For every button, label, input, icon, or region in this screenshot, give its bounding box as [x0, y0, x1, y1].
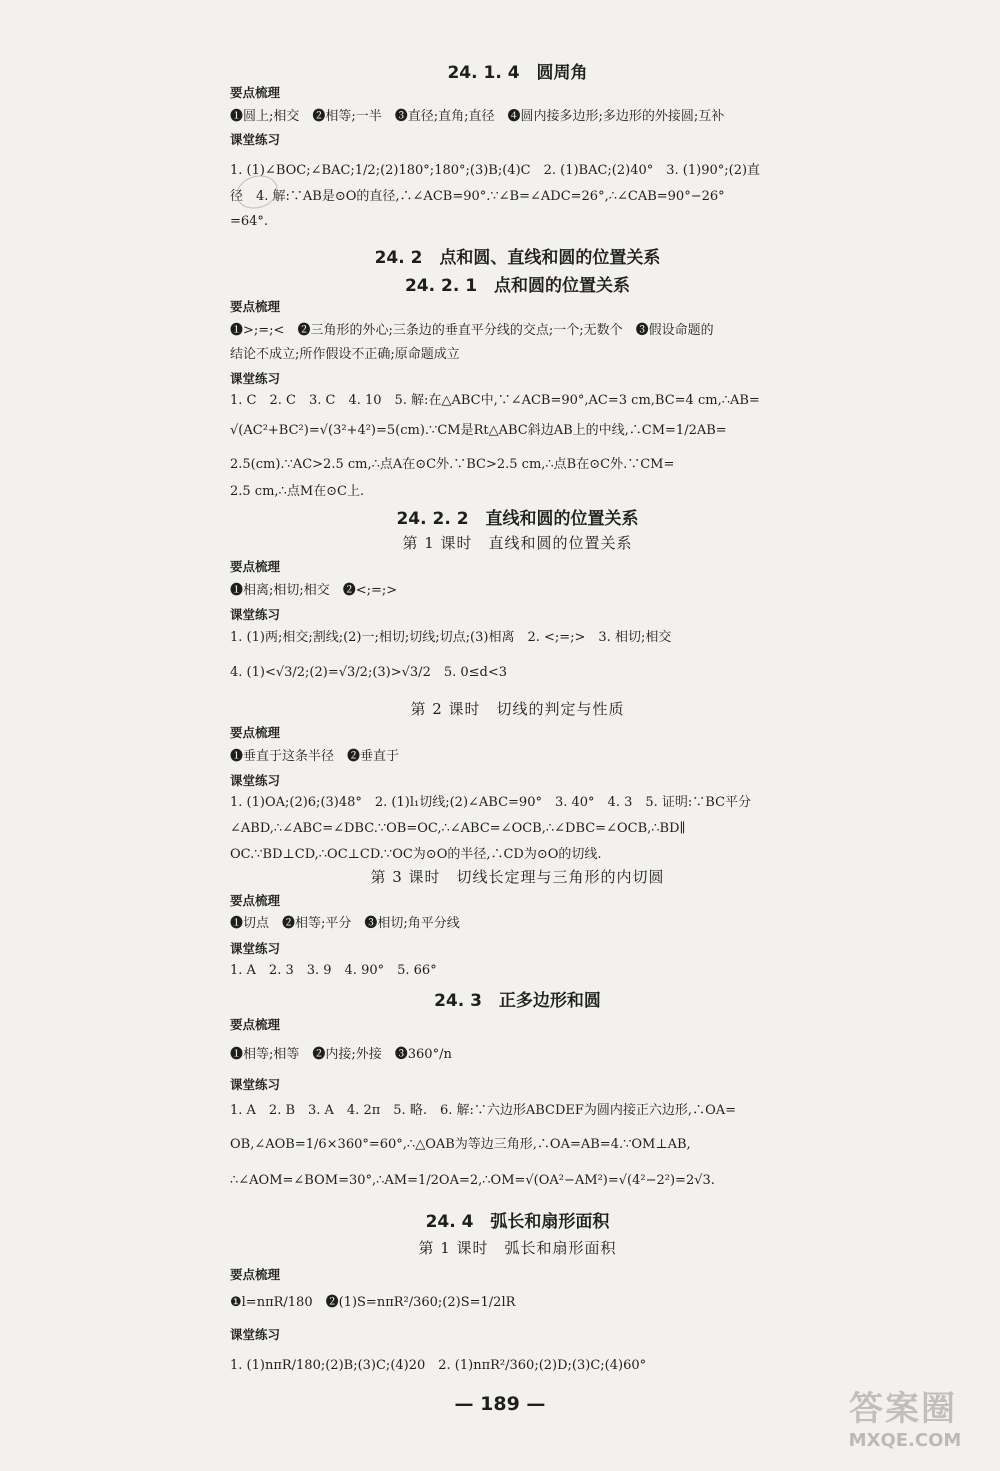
answer-line: 径 4. 解:∵AB是⊙O的直径,∴∠ACB=90°.∵∠B=∠ADC=26°,∴∠CAB=90°−26°: [230, 189, 725, 204]
answer-line: 4. (1)<√3/2;(2)=√3/2;(3)>√3/2 5. 0≤d<3: [230, 665, 508, 680]
page-number: — 189 —: [454, 1393, 546, 1415]
section-heading: 24. 2 点和圆、直线和圆的位置关系: [374, 248, 661, 268]
section-heading: 24. 4 弧长和扇形面积: [425, 1212, 610, 1232]
answer-line: =64°.: [230, 214, 269, 229]
section-label: 要点梳理: [230, 299, 281, 314]
answer-line: √(AC²+BC²)=√(3²+4²)=5(cm).∵CM是Rt△ABC斜边AB上的中线,∴CM=1/2AB=: [230, 423, 727, 438]
answer-line: ❶垂直于这条半径 ❷垂直于: [230, 749, 400, 764]
answer-line: ❶>;=;< ❷三角形的外心;三条边的垂直平分线的交点;一个;无数个 ❸假设命题的: [230, 323, 714, 338]
answer-line: 1. C 2. C 3. C 4. 10 5. 解:在△ABC中,∵∠ACB=90°,AC=3 cm,BC=4 cm,∴AB=: [230, 393, 760, 408]
answer-line: 1. A 2. B 3. A 4. 2π 5. 略. 6. 解:∵六边形ABCDEF为圆内接正六边形,∴OA=: [230, 1103, 737, 1118]
answer-line: 2.5 cm,∴点M在⊙C上.: [230, 484, 365, 499]
watermark-logo: 答案圈: [849, 1388, 957, 1429]
answer-line: 1. (1)OA;(2)6;(3)48° 2. (1)l₁切线;(2)∠ABC=90° 3. 40° 4. 3 5. 证明:∵BC平分: [230, 795, 752, 810]
answer-line: 1. (1)两;相交;割线;(2)一;相切;切线;切点;(3)相离 2. <;=;> 3. 相切;相交: [230, 630, 672, 645]
answer-line: ❶切点 ❷相等;平分 ❸相切;角平分线: [230, 916, 460, 931]
answer-line: 1. (1)nπR/180;(2)B;(3)C;(4)20 2. (1)nπR²/360;(2)D;(3)C;(4)60°: [230, 1358, 647, 1373]
answer-line: ❶相等;相等 ❷内接;外接 ❸360°/n: [230, 1047, 452, 1062]
answer-line: ∴∠AOM=∠BOM=30°,∴AM=1/2OA=2,∴OM=√(OA²−AM²)=√(4²−2²)=2√3.: [230, 1173, 715, 1188]
answer-line: ∠ABD,∴∠ABC=∠DBC.∵OB=OC,∴∠ABC=∠OCB,∴∠DBC=∠OCB,∴BD∥: [230, 821, 686, 836]
section-label: 课堂练习: [230, 607, 281, 622]
section-label: 要点梳理: [230, 725, 281, 740]
section-heading: 24. 1. 4 圆周角: [447, 63, 588, 83]
section-label: 要点梳理: [230, 559, 281, 574]
answer-line: 结论不成立;所作假设不正确;原命题成立: [230, 347, 460, 362]
section-label: 课堂练习: [230, 132, 281, 147]
section-label: 要点梳理: [230, 1017, 281, 1032]
section-label: 要点梳理: [230, 893, 281, 908]
lesson-heading: 第 1 课时 弧长和扇形面积: [418, 1239, 617, 1257]
section-label: 课堂练习: [230, 1327, 281, 1342]
section-label: 课堂练习: [230, 941, 281, 956]
answer-line: OC.∵BD⊥CD,∴OC⊥CD.∵OC为⊙O的半径,∴CD为⊙O的切线.: [230, 847, 602, 862]
answer-line: ❶圆上;相交 ❷相等;一半 ❸直径;直角;直径 ❹圆内接多边形;多边形的外接圆;互补: [230, 109, 725, 124]
answer-line: OB,∠AOB=1/6×360°=60°,∴△OAB为等边三角形,∴OA=AB=4.∵OM⊥AB,: [230, 1137, 691, 1152]
section-label: 要点梳理: [230, 85, 281, 100]
lesson-heading: 第 2 课时 切线的判定与性质: [410, 700, 625, 718]
lesson-heading: 第 1 课时 直线和圆的位置关系: [402, 534, 633, 552]
answer-line: ❶l=nπR/180 ❷(1)S=nπR²/360;(2)S=1/2lR: [230, 1295, 516, 1310]
section-label: 课堂练习: [230, 1077, 281, 1092]
answer-line: ❶相离;相切;相交 ❷<;=;>: [230, 583, 398, 598]
answer-line: 2.5(cm).∵AC>2.5 cm,∴点A在⊙C外.∵BC>2.5 cm,∴点B在⊙C外.∵CM=: [230, 457, 675, 472]
section-heading: 24. 3 正多边形和圆: [434, 991, 601, 1011]
answer-line: 1. (1)∠BOC;∠BAC;1/2;(2)180°;180°;(3)B;(4)C 2. (1)BAC;(2)40° 3. (1)90°;(2)直: [230, 163, 761, 178]
lesson-heading: 第 3 课时 切线长定理与三角形的内切圆: [370, 868, 665, 886]
section-heading: 24. 2. 1 点和圆的位置关系: [404, 276, 631, 296]
section-label: 要点梳理: [230, 1267, 281, 1282]
answer-line: 1. A 2. 3 3. 9 4. 90° 5. 66°: [230, 963, 437, 978]
section-label: 课堂练习: [230, 371, 281, 386]
section-label: 课堂练习: [230, 773, 281, 788]
section-heading: 24. 2. 2 直线和圆的位置关系: [396, 509, 639, 529]
watermark-url: MXQE.COM: [848, 1430, 962, 1451]
